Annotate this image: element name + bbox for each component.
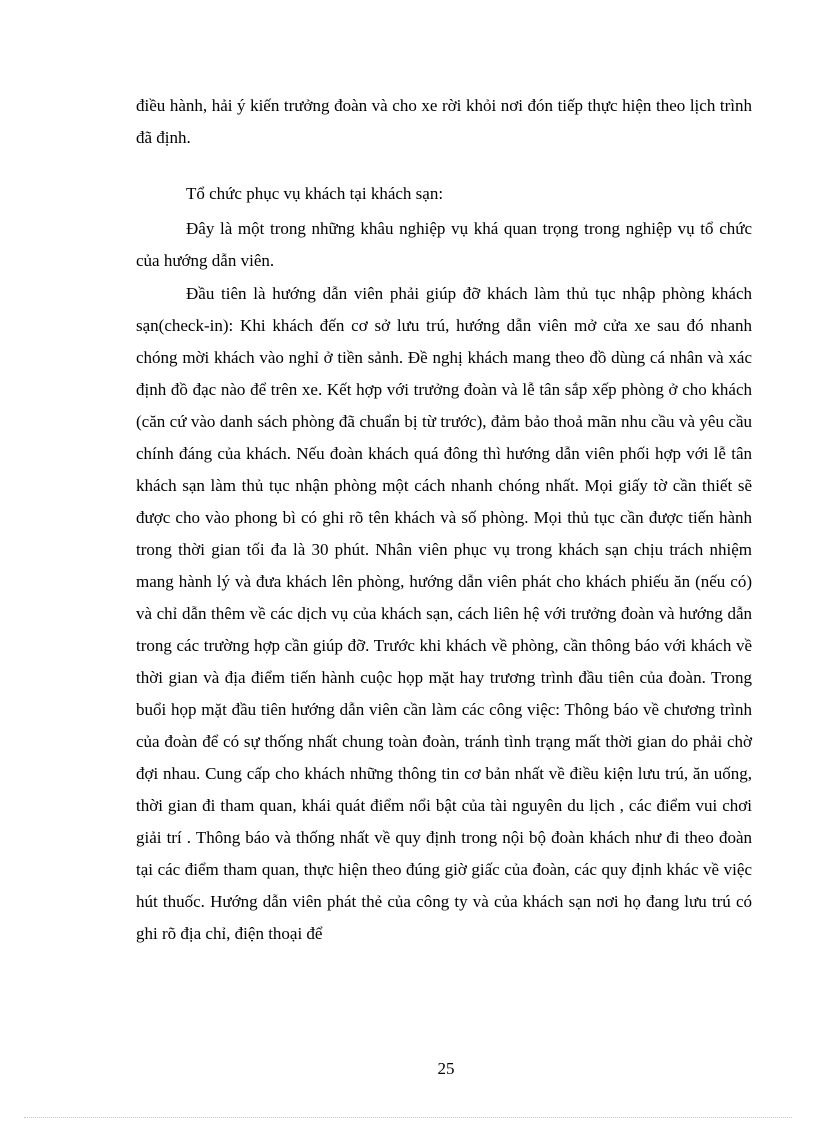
section-heading: Tổ chức phục vụ khách tại khách sạn: <box>186 184 444 203</box>
paragraph-continuation: điều hành, hải ý kiến trưởng đoàn và cho xe rời khỏi nơi đón tiếp thực hiện theo lịch trình đã định. <box>136 96 752 147</box>
paragraph-checkin: Đầu tiên là hướng dẫn viên phải giúp đỡ khách làm thủ tục nhập phòng khách sạn(check-in): Khi khách đến cơ sở lưu trú, hướng dẫn viên mở cửa xe sau đó nhanh chóng mời khách vào nghỉ ở tiền sảnh. Đề nghị khách mang theo đồ dùng cá nhân và xác định đồ đạc nào để trên xe. Kết hợp với trưởng đoàn và lễ tân sắp xếp phòng ở cho khách (căn cứ vào danh sách phòng đã chuẩn bị từ trước), đảm bảo thoả mãn nhu cầu và yêu cầu chính đáng của khách. Nếu đoàn khách quá đông thì hướng dẫn viên phối hợp với lễ tân khách sạn làm thủ tục nhận phòng một cách nhanh chóng nhất. Mọi giấy tờ cần thiết sẽ được cho vào phong bì có ghi rõ tên khách và số phòng. Mọi thủ tục cần được tiến hành trong thời gian tối đa là 30 phút. Nhân viên phục vụ trong khách sạn chịu trách nhiệm mang hành lý và đưa khách lên phòng, hướng dẫn viên phát cho khách phiếu ăn (nếu có) và chỉ dẫn thêm về các dịch vụ của khách sạn, cách liên hệ với trưởng đoàn và hướng dẫn trong các trường hợp cần giúp đỡ. Trước khi khách về phòng, cần thông báo với khách về thời gian và địa điểm tiến hành cuộc họp mặt hay trương trình đầu tiên của đoàn. Trong buổi họp mặt đầu tiên hướng dẫn viên cần làm các công việc: Thông báo về chương trình của đoàn để có sự thống nhất chung toàn đoàn, tránh tình trạng mất thời gian do phải chờ đợi nhau. Cung cấp cho khách những thông tin cơ bản nhất về điều kiện lưu trú, ăn uống, thời gian đi tham quan, khái quát điểm nổi bật của tài nguyên du lịch , các điểm vui chơi giải trí . Thông báo và thống nhất về quy định trong nội bộ đoàn khách như đi theo đoàn tại các điểm tham quan, thực hiện theo đúng giờ giấc của đoàn, các quy định khác về việc hút thuốc. Hướng dẫn viên phát thẻ của công ty và của khách sạn nơi họ đang lưu trú có ghi rõ địa chỉ, điện thoại để <box>136 284 752 943</box>
page-number: 25 <box>437 1059 455 1078</box>
paragraph-intro: Đây là một trong những khâu nghiệp vụ khá quan trọng trong nghiệp vụ tổ chức của hướng dẫn viên. <box>136 219 752 270</box>
footer-divider <box>24 1117 792 1118</box>
